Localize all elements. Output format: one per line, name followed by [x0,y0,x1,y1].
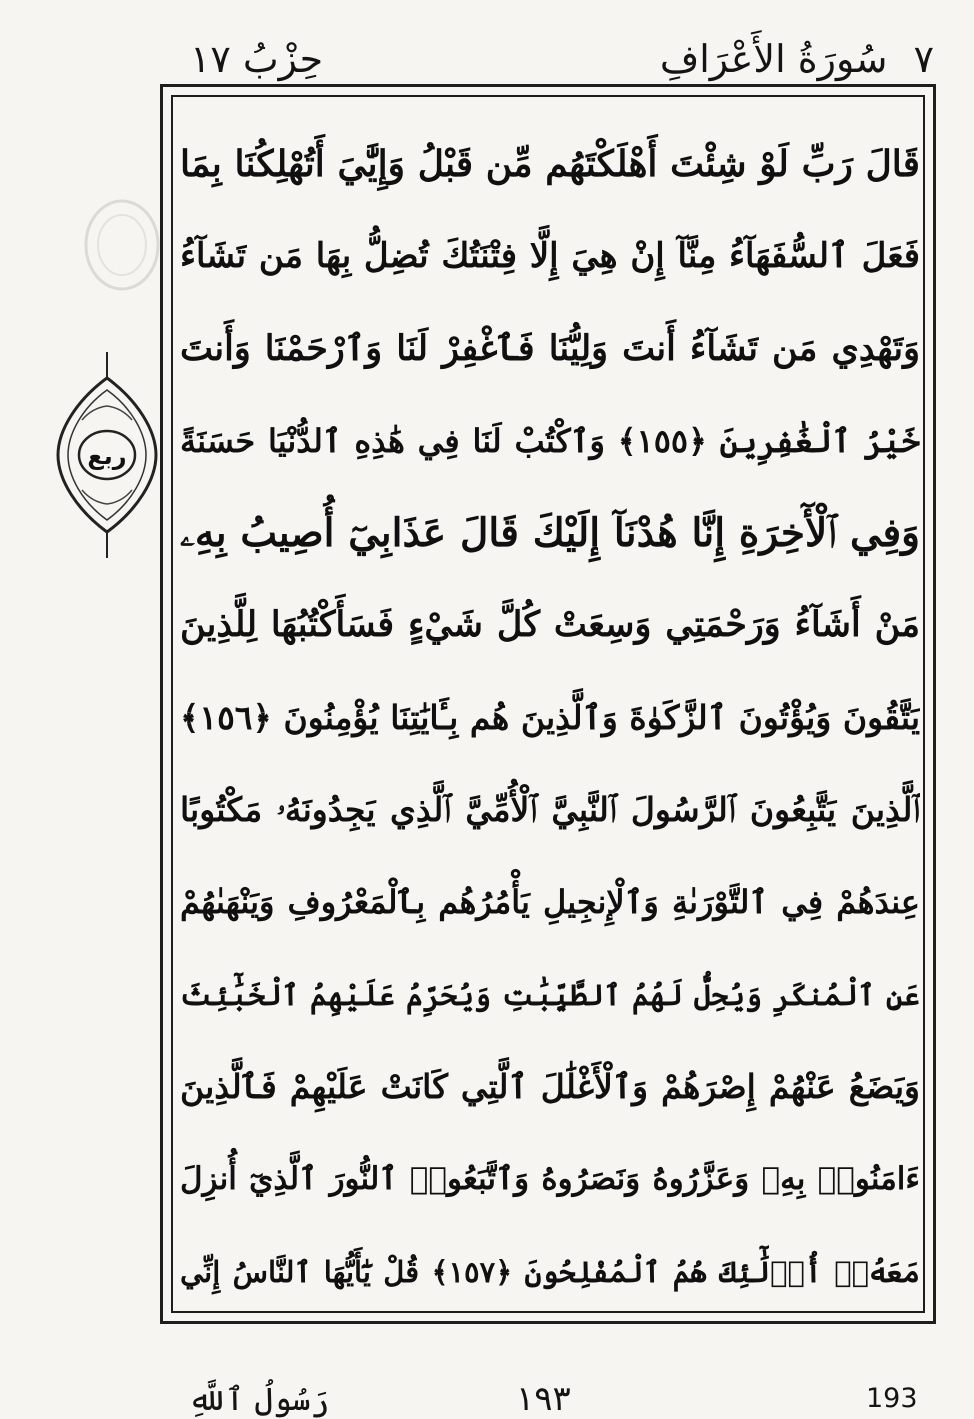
faint-ornament-icon [72,185,172,305]
verse-line: مَنْ أَشَآءُ وَرَحْمَتِي وَسِعَتْ كُلَّ شَيْءٍ فَسَأَكْتُبُهَا لِلَّذِينَ [180,604,920,646]
surah-name: سُورَةُ الأَعْرَافِ [659,37,888,81]
rub-quarter-ornament-icon [52,350,162,560]
verse-line: وَيَضَعُ عَنْهُمْ إِصْرَهُمْ وَٱلْأَغْلَٰلَ ٱلَّتِي كَانَتْ عَلَيْهِمْ فَٱلَّذِينَ [180,1066,920,1106]
surah-header [660,34,934,84]
verse-line: قَالَ رَبِّ لَوْ شِئْتَ أَهْلَكْتَهُم مِّن قَبْلُ وَإِيَّٰيَ أَتُهْلِكُنَا بِمَا [180,143,920,185]
verse-line: فَعَلَ ٱلسُّفَهَآءُ مِنَّآ إِنْ هِيَ إِلَّا فِتْنَتُكَ تُضِلُّ بِهَا مَن تَشَآءُ [180,236,920,277]
catchword: رَسُولُ ٱللَّهِ [188,1380,330,1418]
surah-number: ٧ [913,37,934,81]
page-number-arabic: ١٩٣ [516,1379,571,1419]
verse-line: يَتَّقُونَ وَيُؤْتُونَ ٱلزَّكَوٰةَ وَٱلَّذِينَ هُم بِـَٔايَٰتِنَا يُؤْمِنُونَ ﴿١٥٦﴾ [180,697,920,737]
verse-line: خَيْرُ ٱلْغَٰفِرِينَ ﴿١٥٥﴾ وَٱكْتُبْ لَنَا فِي هَٰذِهِ ٱلدُّنْيَا حَسَنَةً [180,421,920,460]
verse-line: وَفِي ٱلْأٓخِرَةِ إِنَّا هُدْنَآ إِلَيْكَ قَالَ عَذَابِيٓ أُصِيبُ بِهِۦ [180,510,920,557]
verse-line: ءَامَنُوا۟ بِهِۦ وَعَزَّرُوهُ وَنَصَرُوهُ وَٱتَّبَعُوا۟ ٱلنُّورَ ٱلَّذِيٓ أُنزِلَ [180,1161,920,1198]
verse-line: عَنِ ٱلْمُنكَرِ وَيُحِلُّ لَهُمُ ٱلطَّيِّبَٰتِ وَيُحَرِّمُ عَلَيْهِمُ ٱلْخَبَٰٓئِثَ [180,977,920,1012]
verse-block [180,118,920,1318]
rub-label: ربع [87,442,127,470]
verse-line: ٱلَّذِينَ يَتَّبِعُونَ ٱلرَّسُولَ ٱلنَّبِيَّ ٱلْأُمِّيَّ ٱلَّذِي يَجِدُونَهُۥ مَكْتُوبًا [180,790,920,830]
verse-line: مَعَهُۥٓ أُو۟لَٰٓئِكَ هُمُ ٱلْمُفْلِحُونَ ﴿١٥٧﴾ قُلْ يَٰٓأَيُّهَا ٱلنَّاسُ إِنِّي [180,1254,920,1289]
verse-line: عِندَهُمْ فِي ٱلتَّوْرَىٰةِ وَٱلْإِنجِيلِ يَأْمُرُهُم بِٱلْمَعْرُوفِ وَيَنْهَىٰهُمْ [180,883,920,922]
hizb-label: حِزْبُ ١٧ [190,37,324,81]
verse-line: وَتَهْدِي مَن تَشَآءُ أَنتَ وَلِيُّنَا فَٱغْفِرْ لَنَا وَٱرْحَمْنَا وَأَنتَ [180,327,920,369]
page-number-latin: 193 [866,1383,918,1414]
